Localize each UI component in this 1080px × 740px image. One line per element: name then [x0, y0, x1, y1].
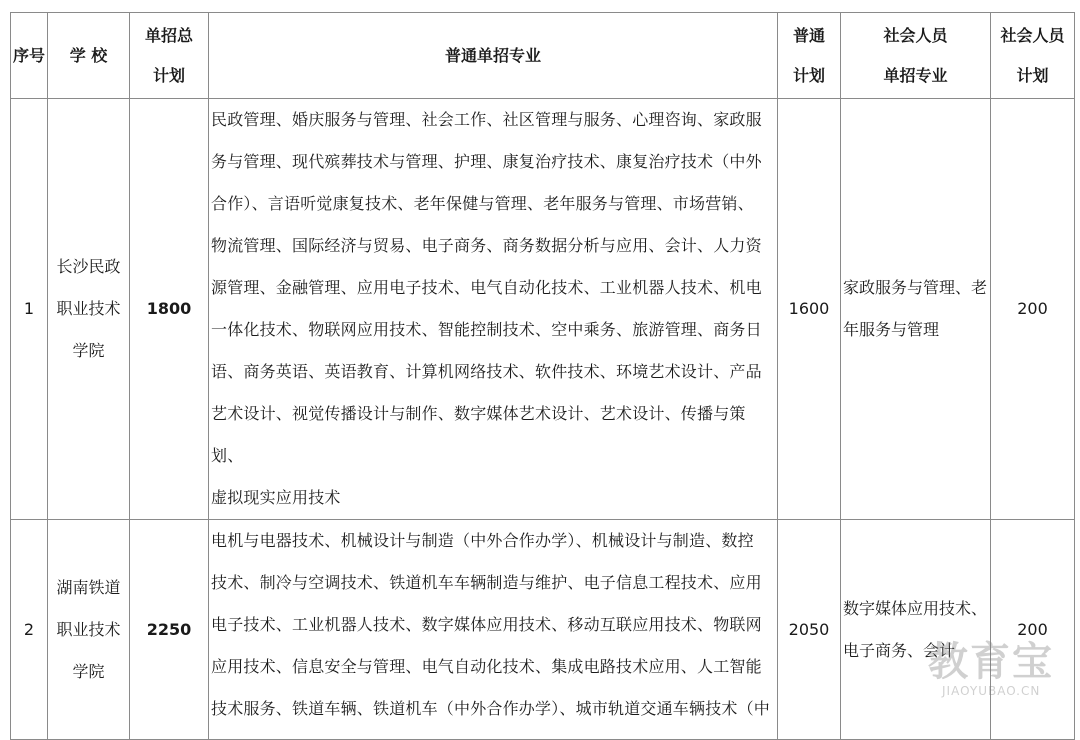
header-total-plan-line2: 计划 [152, 65, 185, 85]
majors-line: 合作）、言语听觉康复技术、老年保健与管理、老年服务与管理、市场营销、 [211, 194, 754, 213]
majors-line: 虚拟现实应用技术 [211, 488, 341, 507]
social-majors-line: 电子商务、会计 [843, 640, 956, 660]
row-social-plan: 200 [991, 520, 1075, 740]
row-total-plan: 1800 [130, 99, 209, 520]
school-line: 长沙民政 [56, 257, 121, 276]
header-regular-plan-line1: 普通 [792, 25, 825, 45]
majors-line: 务与管理、现代殡葬技术与管理、护理、康复治疗技术、康复治疗技术（中外 [211, 152, 762, 171]
majors-line: 电机与电器技术、机械设计与制造（中外合作办学）、机械设计与制造、数控 [211, 531, 754, 550]
header-total-plan [130, 13, 209, 99]
social-majors-line: 数字媒体应用技术、 [843, 598, 988, 618]
header-school: 学 校 [48, 13, 130, 99]
header-regular-plan-line2: 计划 [792, 65, 825, 85]
school-line: 湖南铁道 [56, 577, 121, 597]
header-social-majors [841, 13, 991, 99]
school-line: 学院 [72, 341, 105, 360]
row-seq: 2 [11, 520, 48, 740]
header-regular-majors: 普通单招专业 [209, 13, 778, 99]
row-regular-majors [209, 520, 778, 740]
majors-line: 物流管理、国际经济与贸易、电子商务、商务数据分析与应用、会计、人力资 [211, 236, 762, 255]
header-social-plan-line2: 计划 [1016, 65, 1049, 85]
header-social-plan-line1: 社会人员 [1000, 25, 1065, 45]
header-social-plan [991, 13, 1075, 99]
row-regular-plan: 1600 [778, 99, 841, 520]
watermark-url: JIAOYUBAO.CN [942, 684, 1041, 698]
majors-line: 技术、制冷与空调技术、铁道机车车辆制造与维护、电子信息工程技术、应用 [211, 573, 762, 592]
majors-line: 艺术设计、视觉传播设计与制作、数字媒体艺术设计、艺术设计、传播与策划、 [211, 404, 746, 465]
watermark-logo [928, 640, 1068, 700]
row-regular-majors [209, 99, 778, 520]
row-regular-plan: 2050 [778, 520, 841, 740]
majors-line: 技术服务、铁道车辆、铁道机车（中外合作办学）、城市轨道交通车辆技术（中 [211, 699, 771, 718]
header-total-plan-line1: 单招总 [144, 25, 193, 45]
header-regular-plan [778, 13, 841, 99]
row-social-majors [841, 520, 991, 740]
row-social-plan: 200 [991, 99, 1075, 520]
social-majors-line: 家政服务与管理、老 [843, 278, 988, 297]
row-school [48, 99, 130, 520]
majors-line: 语、商务英语、英语教育、计算机网络技术、软件技术、环境艺术设计、产品 [211, 362, 762, 381]
header-social-majors-line1: 社会人员 [883, 25, 948, 45]
school-line: 职业技术 [56, 299, 121, 318]
row-seq: 1 [11, 99, 48, 520]
school-line: 学院 [72, 661, 105, 681]
header-row [11, 13, 1075, 99]
majors-line: 应用技术、信息安全与管理、电气自动化技术、集成电路技术应用、人工智能 [211, 657, 762, 676]
social-majors-line: 年服务与管理 [843, 320, 940, 339]
majors-line: 电子技术、工业机器人技术、数字媒体应用技术、移动互联应用技术、物联网 [211, 615, 762, 634]
table-row [11, 520, 1075, 740]
table-row [11, 99, 1075, 520]
row-social-majors [841, 99, 991, 520]
majors-line: 民政管理、婚庆服务与管理、社会工作、社区管理与服务、心理咨询、家政服 [211, 110, 762, 129]
majors-line: 源管理、金融管理、应用电子技术、电气自动化技术、工业机器人技术、机电 [211, 278, 762, 297]
majors-line: 一体化技术、物联网应用技术、智能控制技术、空中乘务、旅游管理、商务日 [211, 320, 762, 339]
watermark-text: 教育宝 [928, 639, 1054, 685]
row-total-plan: 2250 [130, 520, 209, 740]
header-seq: 序号 [11, 13, 48, 99]
school-line: 职业技术 [56, 619, 121, 639]
row-school [48, 520, 130, 740]
header-social-majors-line2: 单招专业 [883, 65, 948, 85]
admission-plan-table [10, 12, 1075, 740]
